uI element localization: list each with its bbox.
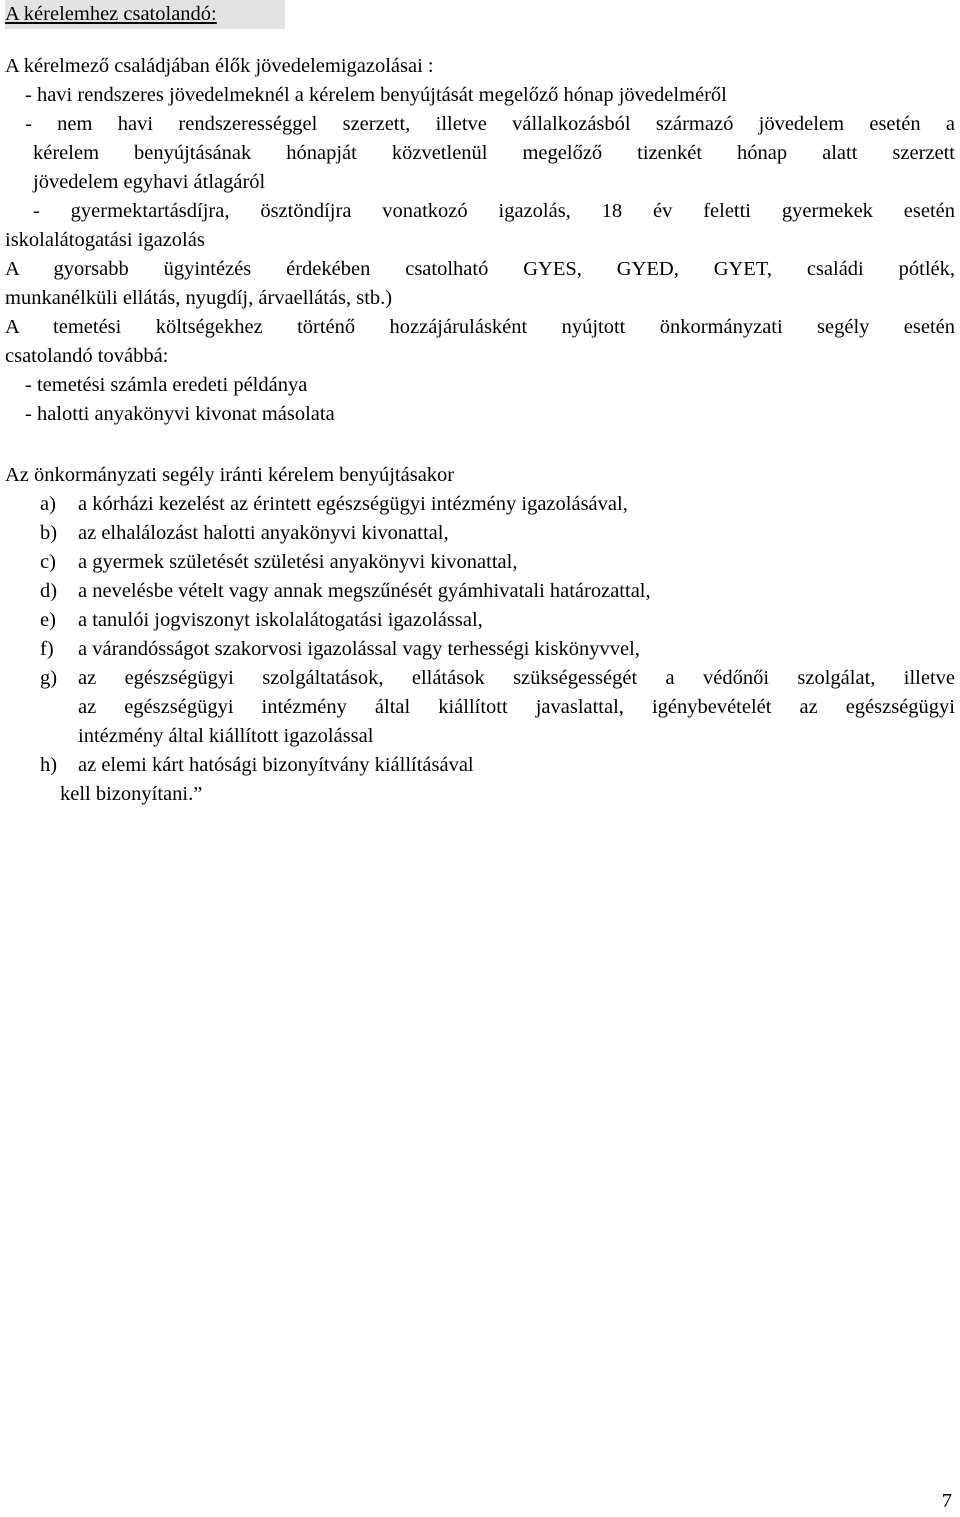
list-item-text: az egészségügyi szolgáltatások, ellátások szükségességét a védőnői szolgálat, illetve: [78, 667, 955, 689]
list-item-label: a): [40, 493, 56, 515]
list-item: [40, 664, 955, 751]
list-item-label: g): [40, 667, 58, 689]
paragraph-line: kérelem benyújtásának hónapját közvetlenül megelőző tizenkét hónap alatt szerzett: [33, 142, 955, 164]
paragraph-line: munkanélküli ellátás, nyugdíj, árvaellátás, stb.): [5, 287, 393, 309]
paragraph-line: iskolalátogatási igazolás: [5, 229, 205, 251]
list-item-label: b): [40, 522, 58, 544]
list-item-text: a gyermek születését születési anyakönyvi kivonattal,: [78, 551, 518, 573]
paragraph-line: - nem havi rendszerességgel szerzett, illetve vállalkozásból származó jövedelem esetén a: [25, 113, 955, 135]
list-item-text: a kórházi kezelést az érintett egészségügyi intézmény igazolásával,: [78, 493, 628, 515]
list-item-label: d): [40, 580, 58, 602]
paragraph-line: A temetési költségekhez történő hozzájárulásként nyújtott önkormányzati segély esetén: [5, 316, 955, 338]
list-item: - halotti anyakönyvi kivonat másolata: [25, 403, 335, 425]
list-item-label: c): [40, 551, 56, 573]
paragraph-line: csatolandó továbbá:: [5, 345, 169, 367]
list-item-text: intézmény által kiállított igazolással: [78, 725, 374, 747]
page-number: 7: [941, 1490, 952, 1512]
list-item-text: az elemi kárt hatósági bizonyítvány kiállításával: [78, 754, 474, 776]
income-docs-section: [5, 52, 955, 429]
list-item-text: az elhalálozást halotti anyakönyvi kivonattal,: [78, 522, 449, 544]
list-item: - havi rendszeres jövedelmeknél a kérelem benyújtását megelőző hónap jövedelméről: [25, 84, 727, 106]
list-item-label: h): [40, 754, 58, 776]
list-item-text: a tanulói jogviszonyt iskolalátogatási igazolással,: [78, 609, 483, 631]
paragraph-line: A gyorsabb ügyintézés érdekében csatolható GYES, GYED, GYET, családi pótlék,: [5, 258, 955, 280]
paragraph-line: jövedelem egyhavi átlagáról: [33, 171, 266, 193]
closing-text: kell bizonyítani.”: [60, 783, 203, 805]
list-item-label: f): [40, 638, 54, 660]
list-item: - temetési számla eredeti példánya: [25, 374, 308, 396]
list-item-text: a várandósságot szakorvosi igazolással vagy terhességi kiskönyvvel,: [78, 638, 640, 660]
list-item-label: e): [40, 609, 56, 631]
list-item-text: az egészségügyi intézmény által kiállított javaslattal, igénybevételét az egészségügyi: [78, 696, 955, 718]
section-heading: A kérelmező családjában élők jövedelemigazolásai :: [5, 55, 434, 77]
paragraph-line: - gyermektartásdíjra, ösztöndíjra vonatkozó igazolás, 18 év feletti gyermekek esetén: [33, 200, 955, 222]
page-title: A kérelemhez csatolandó:: [5, 0, 285, 29]
section-heading: Az önkormányzati segély iránti kérelem benyújtásakor: [5, 464, 455, 486]
list-item-text: a nevelésbe vételt vagy annak megszűnését gyámhivatali határozattal,: [78, 580, 651, 602]
